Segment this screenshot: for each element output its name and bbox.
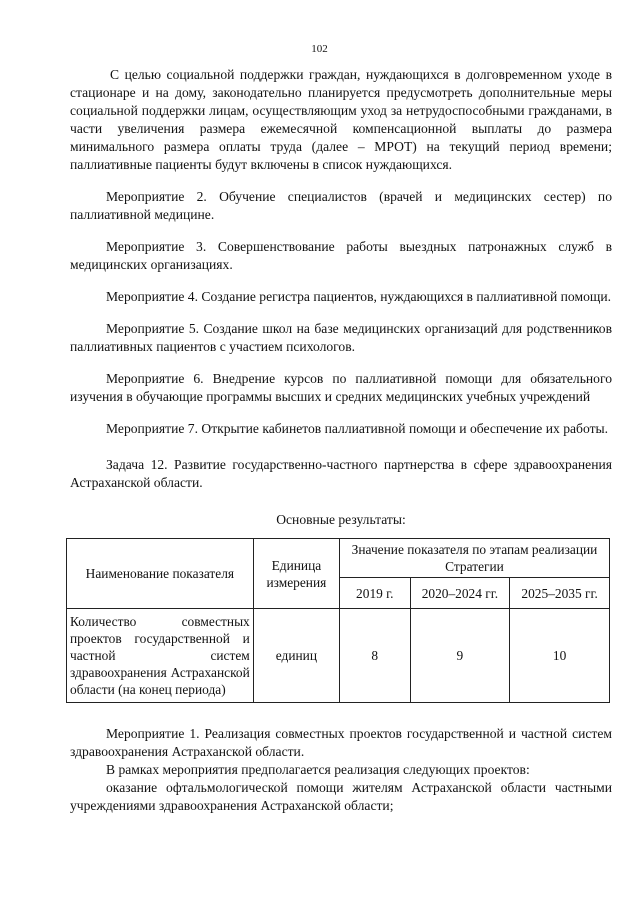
header-unit: Единица измерения xyxy=(253,539,339,609)
paragraph-project-ophthalmology: оказание офтальмологической помощи жителям Астраханской области частными учреждениями здравоохранения Астраханской области; xyxy=(70,780,612,813)
header-values: Значение показателя по этапам реализации Стратегии xyxy=(340,539,610,578)
paragraph-measure-1: Мероприятие 1. Реализация совместных проектов государственной и частной систем здравоохранения Астраханской области. xyxy=(70,726,612,759)
row-indicator-name: Количество совместных проектов государственной и частной систем здравоохранения Астраханской области (на конец периода) xyxy=(67,609,254,703)
paragraph-measure-5: Мероприятие 5. Создание школ на базе медицинских организаций для родственников паллиативных пациентов с участием психологов. xyxy=(70,321,612,354)
paragraph-measure-7: Мероприятие 7. Открытие кабинетов паллиативной помощи и обеспечение их работы. xyxy=(106,421,609,436)
header-indicator-name: Наименование показателя xyxy=(67,539,254,609)
row-value-2020-2024: 9 xyxy=(410,609,510,703)
header-period-2019: 2019 г. xyxy=(340,578,411,609)
paragraph-measure-4: Мероприятие 4. Создание регистра пациентов, нуждающихся в паллиативной помощи. xyxy=(106,289,612,304)
header-period-2020-2024: 2020–2024 гг. xyxy=(410,578,510,609)
paragraph-measure-3: Мероприятие 3. Совершенствование работы выездных патронажных служб в медицинских организациях. xyxy=(70,239,612,272)
row-value-2025-2035: 10 xyxy=(510,609,610,703)
page-number: 102 xyxy=(311,43,328,55)
results-table xyxy=(66,538,610,703)
table-row xyxy=(67,609,610,703)
paragraph-projects-intro: В рамках мероприятия предполагается реализация следующих проектов: xyxy=(106,762,530,777)
document-body xyxy=(70,66,612,815)
paragraph-measure-2: Мероприятие 2. Обучение специалистов (врачей и медицинских сестер) по паллиативной медицине. xyxy=(70,189,612,222)
header-period-2025-2035: 2025–2035 гг. xyxy=(510,578,610,609)
row-unit: единиц xyxy=(253,609,339,703)
paragraph-task-12: Задача 12. Развитие государственно-частного партнерства в сфере здравоохранения Астраханской области. xyxy=(70,457,612,490)
table-title: Основные результаты: xyxy=(276,512,406,527)
paragraph-measure-6: Мероприятие 6. Внедрение курсов по паллиативной помощи для обязательного изучения в обучающие программы высших и средних медицинских учебных учреждений xyxy=(70,371,612,404)
paragraph-social-support: С целью социальной поддержки граждан, нуждающихся в долговременном уходе в стационаре и на дому, законодательно планируется предусмотреть дополнительные меры социальной поддержки лицам, осуществляющим уход за нетрудоспособными гражданами, в части увеличения размера ежемесячной компенсационной выплаты до размера минимального размера оплаты труда (далее – МРОТ) на текущий период времени; паллиативные пациенты будут включены в список нуждающихся. xyxy=(70,67,612,172)
row-value-2019: 8 xyxy=(340,609,411,703)
